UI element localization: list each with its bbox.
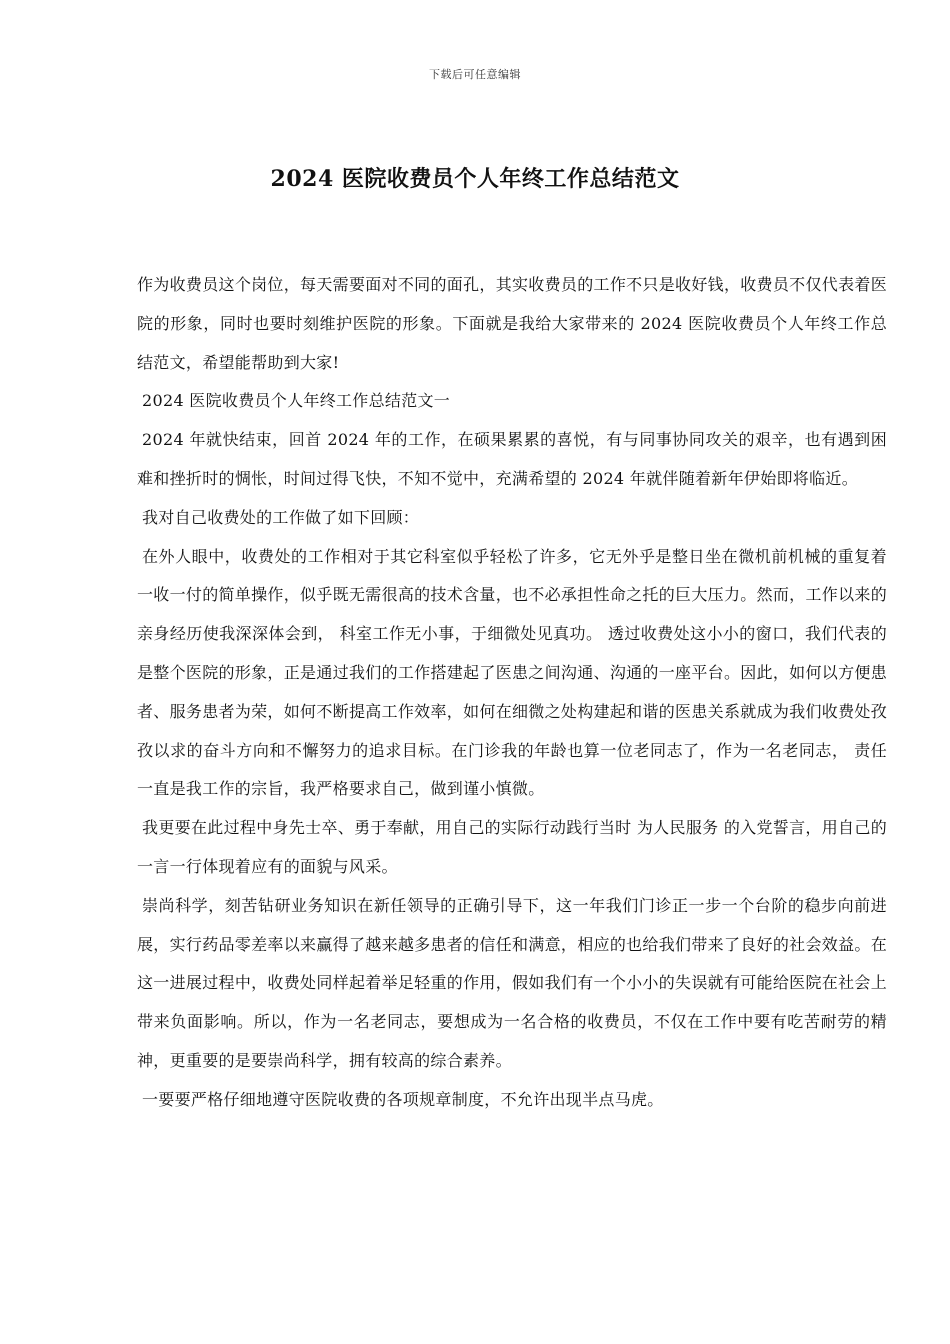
paragraph: 一要要严格仔细地遵守医院收费的各项规章制度，不允许出现半点马虎。 [142, 1089, 664, 1109]
paragraph: 在外人眼中，收费处的工作相对于其它科室似乎轻松了许多，它无外乎是整日坐在微机前机械的重复着一收一付的简单操作，似乎既无需很高的技术含量，也不必承担性命之托的巨大压力。然而，工作以来的亲身经历使我深深体会到， 科室工作无小事，于细微处见真功。 透过收费处这小小的窗口，我们代表的是整个医院的形象，正是通过我们的工作搭建起了医患之间沟通、沟通的一座平台。因此，如何以方便患者、服务患者为荣，如何不断提高工作效率，如何在细微之处构建起和谐的医患关系就成为我们收费处孜孜以求的奋斗方向和不懈努力的追求目标。在门诊我的年龄也算一位老同志了，作为一名老同志， 责任 一直是我工作的宗旨，我严格要求自己，做到谨小慎微。 [137, 546, 887, 799]
paragraph: 我对自己收费处的工作做了如下回顾： [142, 507, 420, 527]
header-note: 下载后可任意编辑 [429, 68, 521, 81]
paragraph: 2024 年就快结束，回首 2024 年的工作，在硕果累累的喜悦，有与同事协同攻关的艰辛，也有遇到困难和挫折时的惆怅，时间过得飞快，不知不觉中，充满希望的 2024 年就伴随着新年伊始即将临近。 [137, 430, 887, 488]
section-heading: 2024 医院收费员个人年终工作总结范文一 [142, 391, 451, 411]
document-body [137, 266, 887, 1120]
paragraph: 崇尚科学，刻苦钻研业务知识在新任领导的正确引导下，这一年我们门诊正一步一个台阶的稳步向前进展，实行药品零差率以来赢得了越来越多患者的信任和满意，相应的也给我们带来了良好的社会效益。在这一进展过程中，收费处同样起着举足轻重的作用，假如我们有一个小小的失误就有可能给医院在社会上带来负面影响。所以，作为一名老同志，要想成为一名合格的收费员，不仅在工作中要有吃苦耐劳的精神，更重要的是要崇尚科学，拥有较高的综合素养。 [137, 895, 887, 1070]
paragraph-intro: 作为收费员这个岗位，每天需要面对不同的面孔，其实收费员的工作不只是收好钱，收费员不仅代表着医院的形象，同时也要时刻维护医院的形象。下面就是我给大家带来的 2024 医院收费员个人年终工作总结范文，希望能帮助到大家! [137, 275, 887, 372]
paragraph: 我更要在此过程中身先士卒、勇于奉献，用自己的实际行动践行当时 为人民服务 的入党誓言，用自己的一言一行体现着应有的面貌与风采。 [137, 818, 887, 876]
document-title: 2024 医院收费员个人年终工作总结范文 [270, 166, 680, 192]
